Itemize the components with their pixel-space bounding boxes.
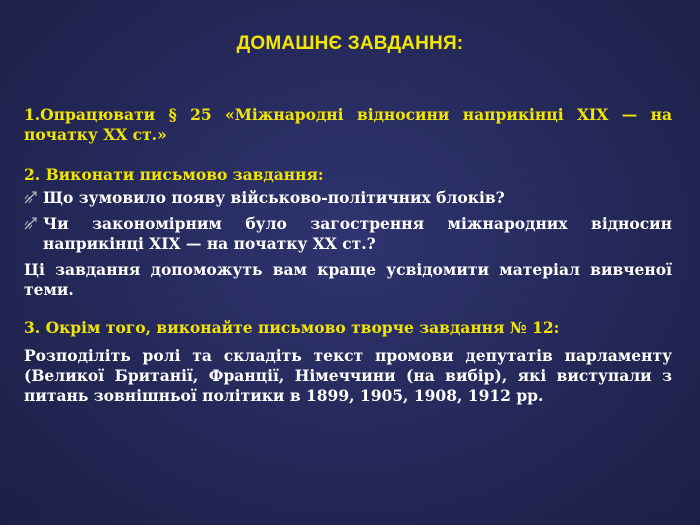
- question-item: [24, 214, 672, 254]
- feather-arrow-bullet-icon: [24, 191, 37, 204]
- question-text: Чи закономірним було загострення міжнародних відносин наприкінці XIX — на початку XX ст.?: [43, 214, 672, 253]
- task-1: 1.Опрацювати § 25 «Міжнародні відносини наприкінці ХІХ — на початку ХХ ст.»: [24, 105, 672, 144]
- task-3-text: Розподіліть ролі та складіть текст промови депутатів парламенту (Великої Британії, Франції, Німеччини (на вибір), які виступали з питань зовнішньої політики в 1899, 1905, 1908, 1912 рр.: [24, 346, 672, 405]
- slide-title: ДОМАШНЄ ЗАВДАННЯ:: [236, 33, 464, 54]
- note-text: Ці завдання допоможуть вам краще усвідомити матеріал вивченої теми.: [24, 260, 672, 299]
- feather-arrow-bullet-icon: [24, 217, 37, 230]
- task-3-heading: 3. Окрім того, виконайте письмово творче завдання № 12:: [24, 318, 560, 337]
- question-text: Що зумовило появу військово-політичних блоків?: [43, 188, 505, 207]
- question-item: [24, 188, 672, 208]
- slide-content: [24, 105, 672, 406]
- task-2-heading: 2. Виконати письмово завдання:: [24, 165, 324, 184]
